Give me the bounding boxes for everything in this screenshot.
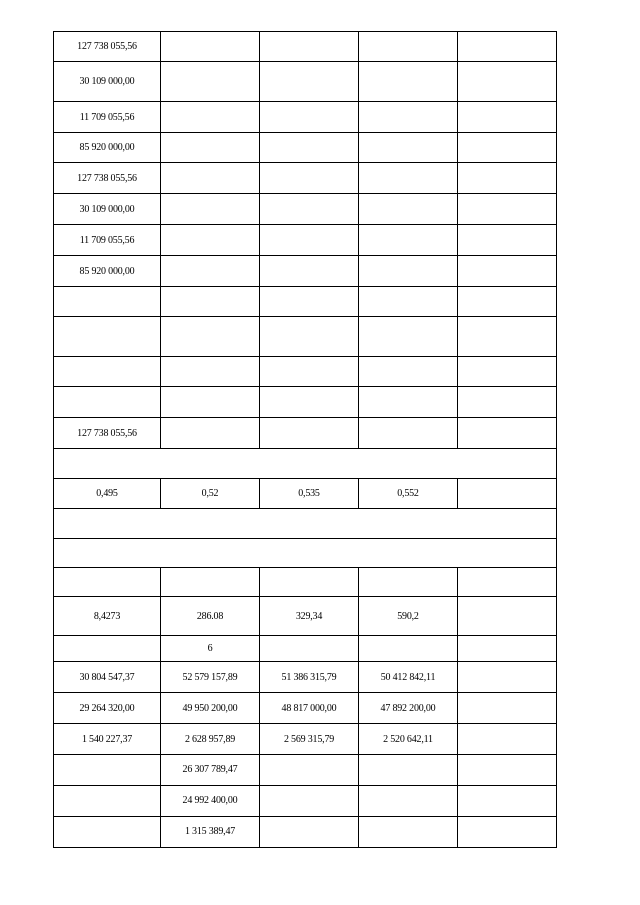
table-cell	[359, 62, 458, 102]
table-cell	[458, 194, 557, 225]
table-row	[54, 317, 557, 357]
table-row	[54, 724, 557, 755]
table-row	[54, 449, 557, 479]
table-cell	[54, 357, 161, 387]
table-cell: 6	[161, 636, 260, 662]
table-cell	[260, 194, 359, 225]
table-row	[54, 32, 557, 62]
table-cell	[458, 256, 557, 287]
table-row	[54, 418, 557, 449]
table-cell: 2 628 957,89	[161, 724, 260, 755]
table-cell: 590,2	[359, 597, 458, 636]
table-cell	[54, 317, 161, 357]
table-cell	[260, 287, 359, 317]
table-cell	[161, 418, 260, 449]
table-cell	[458, 287, 557, 317]
table-cell: 1 540 227,37	[54, 724, 161, 755]
table-cell	[54, 755, 161, 786]
table-cell	[359, 194, 458, 225]
table-body	[54, 32, 557, 848]
table-cell: 1 315 389,47	[161, 817, 260, 848]
table-cell: 8,4273	[54, 597, 161, 636]
table-cell	[458, 693, 557, 724]
table-cell	[161, 256, 260, 287]
table-cell: 127 738 055,56	[54, 32, 161, 62]
table-cell: 127 738 055,56	[54, 418, 161, 449]
table-cell	[260, 568, 359, 597]
table-cell	[161, 102, 260, 133]
table-cell	[359, 755, 458, 786]
table-cell	[161, 287, 260, 317]
table-cell: 127 738 055,56	[54, 163, 161, 194]
table-cell	[458, 133, 557, 163]
table-cell	[458, 568, 557, 597]
table-cell	[458, 662, 557, 693]
table-cell	[260, 786, 359, 817]
table-cell	[458, 32, 557, 62]
table-cell	[458, 387, 557, 418]
table-cell	[260, 102, 359, 133]
table-cell	[458, 755, 557, 786]
table-cell	[54, 509, 557, 539]
table-row	[54, 357, 557, 387]
table-cell: 286.08	[161, 597, 260, 636]
table-cell	[161, 32, 260, 62]
table-cell	[260, 32, 359, 62]
table-cell	[359, 568, 458, 597]
table-cell	[359, 32, 458, 62]
table-cell: 0,552	[359, 479, 458, 509]
table-cell	[54, 568, 161, 597]
table-row	[54, 62, 557, 102]
table-cell	[458, 786, 557, 817]
table-row	[54, 597, 557, 636]
table-cell: 52 579 157,89	[161, 662, 260, 693]
table-cell	[54, 786, 161, 817]
table-row	[54, 786, 557, 817]
table-cell: 0,52	[161, 479, 260, 509]
table-cell	[359, 287, 458, 317]
table-cell: 0,535	[260, 479, 359, 509]
table-row	[54, 662, 557, 693]
table-cell: 30 804 547,37	[54, 662, 161, 693]
table-row	[54, 163, 557, 194]
table-cell	[359, 817, 458, 848]
table-cell	[260, 133, 359, 163]
table-cell	[458, 817, 557, 848]
table-cell	[359, 102, 458, 133]
table-cell	[260, 317, 359, 357]
table-cell: 2 520 642,11	[359, 724, 458, 755]
table-row	[54, 509, 557, 539]
table-row	[54, 568, 557, 597]
table-cell	[359, 357, 458, 387]
table-cell: 85 920 000,00	[54, 256, 161, 287]
table-cell: 29 264 320,00	[54, 693, 161, 724]
table-cell	[458, 479, 557, 509]
table-cell	[458, 636, 557, 662]
table-row	[54, 102, 557, 133]
table-cell	[359, 317, 458, 357]
table-row	[54, 133, 557, 163]
table-cell	[260, 256, 359, 287]
table-cell: 48 817 000,00	[260, 693, 359, 724]
table-cell	[260, 357, 359, 387]
table-cell: 30 109 000,00	[54, 62, 161, 102]
table-cell: 50 412 842,11	[359, 662, 458, 693]
table-cell	[359, 387, 458, 418]
table-row	[54, 256, 557, 287]
table-cell	[161, 133, 260, 163]
table-cell	[359, 786, 458, 817]
table-row	[54, 817, 557, 848]
table-cell	[458, 597, 557, 636]
table-row	[54, 755, 557, 786]
table-cell	[458, 357, 557, 387]
table-cell	[54, 636, 161, 662]
table-cell	[161, 387, 260, 418]
table-row	[54, 387, 557, 418]
table-cell	[458, 163, 557, 194]
table-cell	[458, 62, 557, 102]
table-cell: 11 709 055,56	[54, 225, 161, 256]
table-cell: 47 892 200,00	[359, 693, 458, 724]
table-row	[54, 636, 557, 662]
table-cell	[260, 62, 359, 102]
table-cell	[260, 817, 359, 848]
table-cell: 85 920 000,00	[54, 133, 161, 163]
table-cell	[54, 817, 161, 848]
table-row	[54, 539, 557, 568]
table-cell	[359, 256, 458, 287]
table-row	[54, 693, 557, 724]
table-cell	[359, 418, 458, 449]
table-cell	[54, 287, 161, 317]
table-row	[54, 225, 557, 256]
table-cell	[161, 194, 260, 225]
table-cell	[260, 418, 359, 449]
table-cell	[458, 102, 557, 133]
table-cell: 11 709 055,56	[54, 102, 161, 133]
table-cell	[161, 225, 260, 256]
table-cell: 329,34	[260, 597, 359, 636]
table-cell	[458, 724, 557, 755]
table-cell: 30 109 000,00	[54, 194, 161, 225]
table-cell	[458, 418, 557, 449]
table-cell	[260, 755, 359, 786]
table-cell	[161, 568, 260, 597]
table-cell	[359, 163, 458, 194]
table-row	[54, 479, 557, 509]
table-cell	[260, 636, 359, 662]
data-table	[53, 31, 557, 848]
table-cell	[260, 387, 359, 418]
table-cell	[54, 387, 161, 418]
table-cell: 49 950 200,00	[161, 693, 260, 724]
table-row	[54, 194, 557, 225]
table-cell	[359, 225, 458, 256]
table-cell: 24 992 400,00	[161, 786, 260, 817]
table-cell	[458, 225, 557, 256]
table-cell	[359, 133, 458, 163]
table-cell	[260, 225, 359, 256]
table-cell	[161, 357, 260, 387]
table-cell	[260, 163, 359, 194]
table-row	[54, 287, 557, 317]
table-cell: 2 569 315,79	[260, 724, 359, 755]
table-cell	[54, 449, 557, 479]
table-cell	[161, 62, 260, 102]
table-cell	[54, 539, 557, 568]
table-cell: 26 307 789,47	[161, 755, 260, 786]
table-cell	[161, 317, 260, 357]
table-cell: 51 386 315,79	[260, 662, 359, 693]
table-cell	[161, 163, 260, 194]
table-cell	[359, 636, 458, 662]
table-cell: 0,495	[54, 479, 161, 509]
table-cell	[458, 317, 557, 357]
